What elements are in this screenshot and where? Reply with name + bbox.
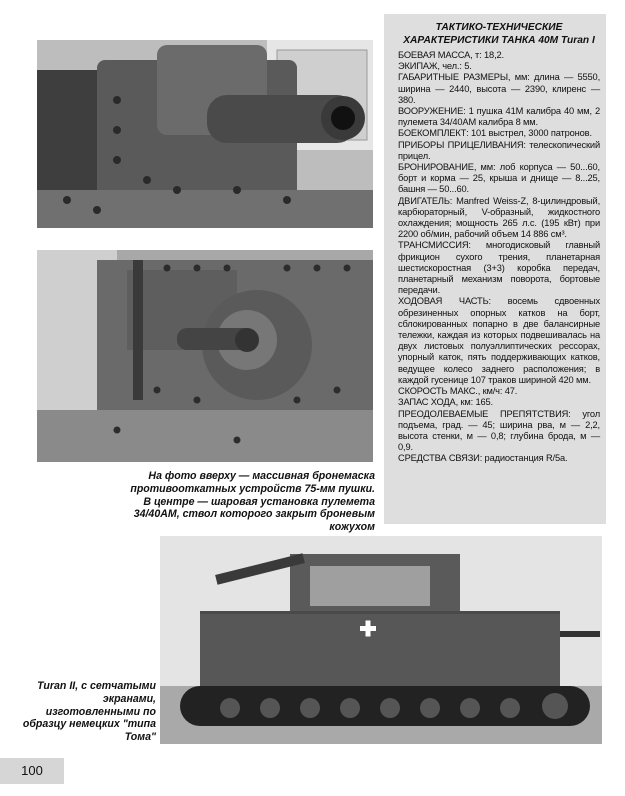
spec-sighting: ПРИБОРЫ ПРИЦЕЛИВАНИЯ: телескопический прицел. xyxy=(398,139,600,161)
spec-running-gear: ХОДОВАЯ ЧАСТЬ: восемь сдвоенных обрезиненных опорных катков на борт, сблокированных попарно в две балансирные тележки, каждая из которых подвешивалась на двух листовых полуэллиптических рессорах, упорный каток, пять поддерживающих катков, ведущее колесо заднего расположения; в каждой гусенице 107 траков шириной 420 мм. xyxy=(398,296,600,385)
caption-turan-ii: Turan II, с сетчатыми экранами, изготовленными по образцу немецких "типа Тома" xyxy=(22,680,156,744)
spec-transmission: ТРАНСМИССИЯ: многодисковый главный фрикцион сухого трения, планетарная шестискоростная (3+3) коробка передач, планетарный механизм поворота, бортовые передачи. xyxy=(398,240,600,296)
photo-turan-ii-tank xyxy=(160,536,602,744)
spec-ammunition: БОЕКОМПЛЕКТ: 101 выстрел, 3000 патронов. xyxy=(398,128,592,139)
photo-gun-mantlet xyxy=(37,40,373,228)
tank-side-illustration xyxy=(160,536,602,744)
spec-armament: ВООРУЖЕНИЕ: 1 пушка 41М калибра 40 мм, 2 пулемета 34/40АМ калибра 8 мм. xyxy=(398,106,600,128)
gun-mantlet-illustration xyxy=(37,40,373,228)
spec-max-speed: СКОРОСТЬ МАКС., км/ч: 47. xyxy=(398,386,518,397)
specifications-title: ТАКТИКО-ТЕХНИЧЕСКИЕ ХАРАКТЕРИСТИКИ ТАНКА 40М Turan I xyxy=(403,22,595,46)
spec-range: ЗАПАС ХОДА, км: 165. xyxy=(398,397,493,408)
ball-mount-illustration xyxy=(37,250,373,462)
photo-ball-mount-machine-gun xyxy=(37,250,373,462)
caption-photos-above: На фото вверху — массивная бронемаска противооткатных устройств 75-мм пушки. В центре — шаровая установка пулемета 34/40АМ, ствол которого закрыт броневым кожухом xyxy=(130,470,375,534)
spec-crew: ЭКИПАЖ, чел.: 5. xyxy=(398,61,472,72)
spec-armor: БРОНИРОВАНИЕ, мм: лоб корпуса — 50...60, борт и корма — 25, крыша и днище — 8...25, башня — 50...60. xyxy=(398,162,600,195)
spec-obstacles: ПРЕОДОЛЕВАЕМЫЕ ПРЕПЯТСТВИЯ: угол подъема, град. — 45; ширина рва, м — 2,2, высота стенки, м — 0,8; глубина брода, м — 0,9. xyxy=(398,408,600,453)
spec-dimensions: ГАБАРИТНЫЕ РАЗМЕРЫ, мм: длина — 5550, ширина — 2440, высота — 2390, клиренс — 380. xyxy=(398,72,600,105)
specifications-panel xyxy=(384,14,606,524)
page-number: 100 xyxy=(0,758,64,784)
spec-combat-weight: БОЕВАЯ МАССА, т: 18,2. xyxy=(398,50,504,60)
spec-engine: ДВИГАТЕЛЬ: Manfred Weiss-Z, 8-цилиндровый, карбюраторный, V-образный, жидкостного охлаждения; мощность 265 л.с. (195 кВт) при 2200 об/мин, рабочий объем 14 886 см³. xyxy=(398,195,600,240)
specifications-list xyxy=(398,50,600,465)
spec-communications: СРЕДСТВА СВЯЗИ: радиостанция R/5a. xyxy=(398,453,568,464)
